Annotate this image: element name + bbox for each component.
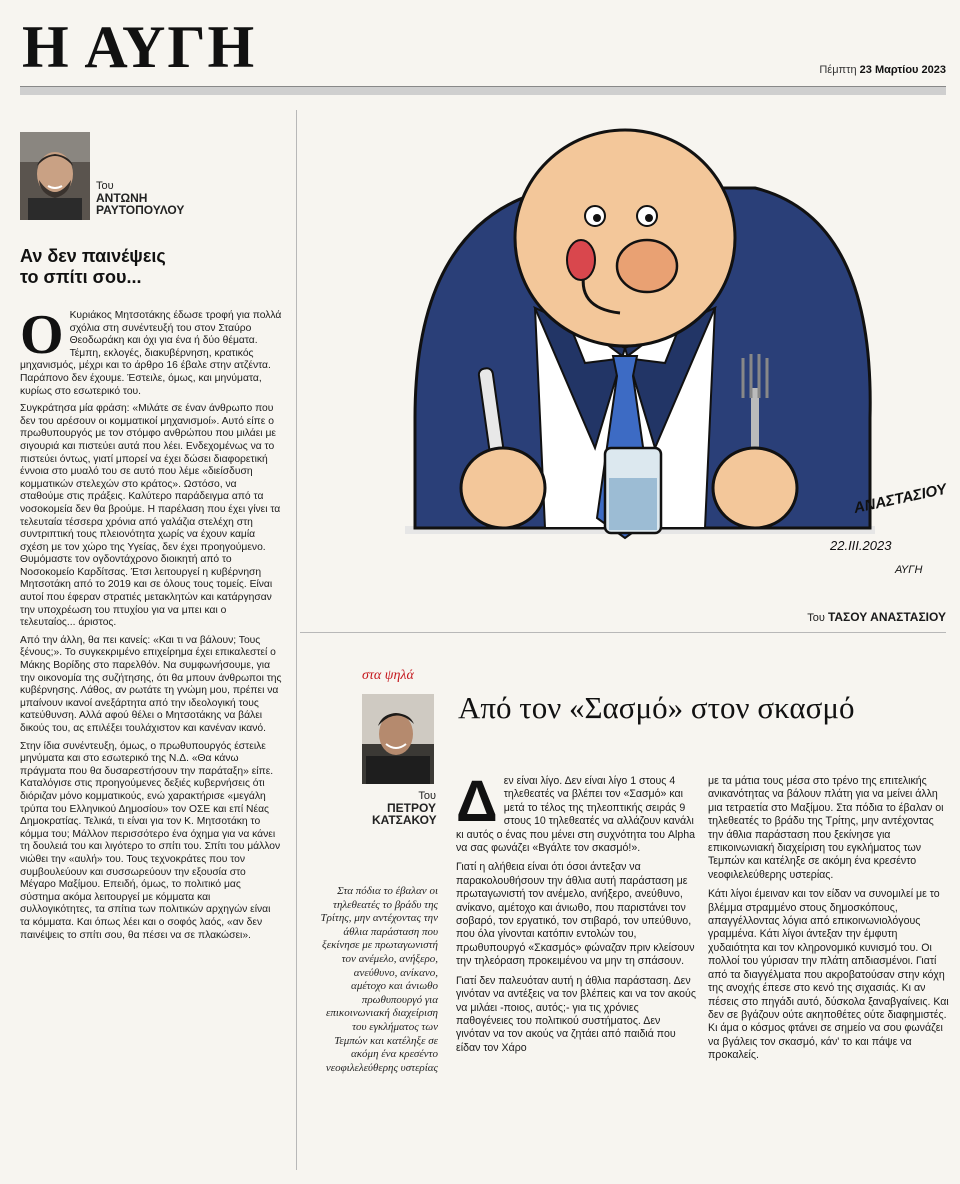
cartoon-credit: Του ΤΑΣΟΥ ΑΝΑΣΤΑΣΙΟΥ: [807, 610, 946, 624]
dateline-date: 23 Μαρτίου 2023: [859, 64, 946, 76]
cartoon-signature-date: 22.ΙΙΙ.2023: [830, 538, 892, 553]
article-headline: Από τον «Σασμό» στον σκασμό: [458, 690, 855, 725]
paragraph: Από την άλλη, θα πει κανείς: «Και τι να βάλουν; Τους ξένους;». Το συγκεκριμένο επιχείρημα έχει επικαλεστεί ο Μάκης Βορίδης στο παρελθόν. Να συμφωνήσουμε, για την οικονομία της συζήτησης, ότι θα μπουν άνθρωποι της κυβέρνησης. Λάθος, αν ρωτάτε τη γνώμη μου, πρέπει να μπαίνουν ικανοί ανεξάρτητα από την ιδεολογική τους κατεύθυνση. Αλλά αφού θέλει ο Μητσοτάκης να βάλει δικούς του, ας επιλέξει τουλάχιστον και κανέναν ικανό.: [20, 634, 282, 734]
paragraph: Γιατί δεν παλευόταν αυτή η άθλια παράσταση. Δεν γινόταν να αντέξεις να τον βλέπεις και να τον ακούς να μιλάει -ποιος, αυτός;- για τις χρόνιες παθογένειες του πολιτικού συστήματος. Δεν γινόταν να τον ακούς να ζητάει από παιδιά που είδαν τον Χάρο: [456, 974, 696, 1054]
paragraph: με τα μάτια τους μέσα στο τρένο της επιτελικής ανικανότητας να βάλουν πλάτη για να μείνει άλλη μια τετραετία στο Μαξίμου. Στα πόδια το έβαλαν οι τηλεθεατές το βράδυ της Τρίτης, μην αντέχοντας την άθλια παράσταση που ξεκίνησε για επικοινωνιακή διαχείριση του εγκλήματος των Τεμπών και κατέληξε σε ακόμη ένα κρεσέντο νεοφιλελεύθερης υστερίας.: [708, 775, 944, 881]
title-line2: το σπίτι σου...: [20, 267, 142, 287]
dateline: [819, 64, 946, 76]
paragraph: Κάτι λίγοι έμειναν και τον είδαν να συνομιλεί με το βλέμμα στραμμένο στους δημοσκόπους, απαγγέλλοντας λόγια από επικοινωνιολόγους γραμμένα. Κάτι λίγοι άντεξαν την έμφυτη χυδαιότητα και τον κληρονομικό κυνισμό του. Οι πολλοί του γύρισαν την πλάτη απδιασμένοι. Γιατί από τα διαγγέλματα που ακροβατούσαν στην κόχη της ανοχής έπεσε στο κενό της σιχασιάς. Κι αν πέσεις στο πηγάδι αυτό, δύσκολα ξαναβγαίνεις. Και δεν σε βγάζουν ούτε ακηποθέτες ούτε διαφημιστές. Κι άμα ο κόσμος φτάνει σε σημείο να σου φωνάζει να βγάλεις τον σκασμό, κάν' το και πάψε να προκαλείς.: [708, 888, 949, 1062]
newspaper-masthead: Η ΑΥΓΗ: [22, 14, 257, 80]
cartoon-signature: ΑΝΑΣΤΑΣΙΟΥ: [852, 480, 949, 517]
section-kicker: στα ψηλά: [362, 668, 414, 683]
paragraph: Στην ίδια συνέντευξη, όμως, ο πρωθυπουργός έστειλε μηνύματα και στο εσωτερικό της Ν.Δ. «Θα κάνω πράγματα που θα δυσαρεστήσουν την παράταξη» είπε. Καταλόγισε στις προηγούμενες δεξιές κυβερνήσεις ότι διόριζαν μόνο κομματικούς, ενώ χαρακτήρισε «μεγάλη τρύπα του Ελληνικού Δημοσίου» τον ΟΣΕ και επί Νέας Δημοκρατίας. Τελικά, τι είναι για τον Κ. Μητσοτάκη το κόμμα του; Μάλλον περισσότερο ένα όχημα για να κάνει τη δουλειά του και λιγότερο το σπίτι του. Σπίτι του μάλλον νιώθει την «αυλή» του. Τους τεχνοκράτες που τον συμβουλεύουν και συσσωρεύουν την εξουσία στο Μέγαρο Μαξίμου. Επειδή, όμως, το πολιτικό μας σύστημα ακόμα λειτουργεί με κόμματα και συλλογικότητες, τα σπίτια των πολιτικών αρχηγών είναι τα κόμματα. Και όπως λέει και ο σοφός λαός, «αν δεν παινέψεις το σπίτι σου, θα πέσει να σε πλακώσει».: [20, 740, 281, 941]
author-name-line1: ΑΝΤΩΝΗ: [96, 191, 148, 205]
pull-quote: Στα πόδια το έβαλαν οι τηλεθεατές το βράδυ της Τρίτης, μην αντέχοντας την άθλια παράσταση που ξεκίνησε με πρωταγωνιστή τον ανέμελο, ανήξερο, ανεύθυνο, ανίκανο, αμέτοχο και άνιωθο πρωθυπουργό για επικοινωνιακή διαχείριση του εγκλήματος των Τεμπών και κατέληξε σε ακόμη ένα κρεσέντο νεοφιλελεύθερης υστερίας: [320, 885, 438, 1074]
section-divider: [300, 632, 946, 633]
masthead-rule: [20, 86, 946, 95]
column-divider: [296, 110, 297, 1170]
main-author-name: ΠΕΤΡΟΥ ΚΑΤΣΑΚΟΥ: [372, 801, 437, 827]
author-photo-katsakos: [362, 694, 434, 784]
paragraph: Συγκράτησα μία φράση: «Μιλάτε σε έναν άνθρωπο που δεν του αρέσουν οι κομματικοί μηχανισμοί». Αυτό είπε ο πρωθυπουργός με τον στόμφο ανθρώπου που μιλάει με σιγουριά και πιστεύει αυτά που λέει. Ενδεχομένως να το πιστεύει όντως, γιατί μπορεί να έχει δώσει διαφορετική έννοια στο μυαλό του σε αυτό που λέμε «διείσδυση κομματικών στελεχών στο κράτος». Ωστόσο, να σταθούμε στις πράξεις. Καλύτερο παράδειγμα από τα νοσοκομεία δεν θα βρούμε. Η παρέλαση που έχει γίνει τα τελευταία τέσσερα χρόνια από γαλάζια στελέχη στη συντριπτική τους πλειονότητα χωρίς να έχουν καμία σχέση με τον χώρο της Υγείας, δεν έχει προηγούμενο. Θυμόμαστε τον ογδοντάχρονο διοικητή από το Νοσοκομείο Καρδίτσας. Έτσι λειτουργεί η κυβέρνηση Μητσοτάκη από το 2019 και σε όλους τους τομείς. Είναι αυτοί που έφεραν στρατιές μετακλητών και κατάργησαν την υποχρέωση του πτυχίου για να μπει και ο τελευταίος... άριστος.: [20, 403, 281, 629]
left-column-body: [20, 304, 282, 947]
article-column-1: [456, 769, 696, 1061]
title-line1: Αν δεν παινέψεις: [20, 246, 166, 266]
byline-prefix: Του: [96, 180, 114, 192]
byline-prefix: Του: [418, 790, 436, 802]
paragraph: Γιατί η αλήθεια είναι ότι όσοι άντεξαν να παρακολουθήσουν την άθλια αυτή παράσταση με πρωταγωνιστή τον ανέμελο, ανήξερο, ανεύθυνο, ανίκανο, αμέτοχο και άνιωθο, που παριστάνει τον σοβαρό, τον εργατικό, τον στιβαρό, τον υπεύθυνο, που όλα γίνονται κατόπιν εντολών του, πρωθυπουργό «Σκασμός» φώναζαν πριν κλείσουν την τηλεόραση προκειμένου να μην τη σπάσουν.: [456, 861, 695, 968]
dropcap: Δ: [456, 769, 498, 834]
cartoon-signature-paper: ΑΥΓΗ: [895, 564, 923, 576]
paragraph: Δεν είναι λίγο. Δεν είναι λίγο 1 στους 4 τηλεθεατές να βλέπει τον «Σασμό» και μετά το τέλος της τηλεοπτικής σειράς 9 στους 10 τηλεθεατές να αλλάζουν κανάλι κι αυτός ο ένας που μένει στη συχνότητα του Alpha να σας φωνάζει «Βγάλτε τον σκασμό!».: [456, 769, 696, 855]
author-photo-rafopoulos: [20, 132, 90, 220]
editorial-cartoon: [385, 118, 955, 588]
left-byline: [96, 180, 184, 216]
author-name-line2: ΡΑΥΤΟΠΟΥΛΟΥ: [96, 203, 185, 217]
dropcap: Ο: [20, 304, 64, 366]
paragraph: Ο Κυριάκος Μητσοτάκης έδωσε τροφή για πολλά σχόλια στη συνέντευξή του στον Σταύρο Θεοδωράκη και όχι για ένα ή δύο θέματα. Τέμπη, εκλογές, διακυβέρνηση, κρατικός μηχανισμός, μέχρι και το άρθρο 16 έβαλε στην ατζέντα. Παράπονο δεν έχουμε. Έστειλε, όμως, και μηνύματα, κυρίως στο εσωτερικό του.: [20, 304, 282, 397]
dateline-day: Πέμπτη: [819, 64, 857, 76]
article-column-2: [708, 775, 950, 1069]
left-column-title: [20, 246, 282, 288]
